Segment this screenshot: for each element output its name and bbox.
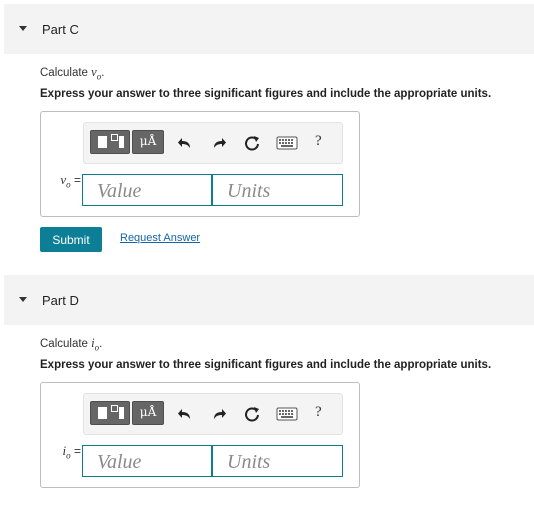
help-icon[interactable]: ? <box>315 404 322 420</box>
part-c-title: Part C <box>42 21 79 37</box>
units-button[interactable] <box>132 130 164 154</box>
caret-down-icon[interactable] <box>19 297 27 302</box>
calculate-label: Calculate <box>40 67 88 79</box>
redo-icon[interactable] <box>210 134 228 152</box>
part-c-value-input[interactable] <box>82 174 212 206</box>
part-d-units-input[interactable] <box>212 445 343 477</box>
units-button[interactable] <box>132 401 164 425</box>
variable-subscript: o <box>94 342 100 353</box>
calculate-label: Calculate <box>40 338 88 350</box>
part-c-variable-label: $v_o$ = <box>60 172 81 190</box>
units-icon: μÅ <box>139 134 157 148</box>
redo-icon[interactable] <box>210 405 228 423</box>
reset-icon[interactable] <box>243 405 261 423</box>
variable-symbol: i <box>91 336 95 350</box>
part-c-answer-box <box>40 111 360 217</box>
units-icon: μÅ <box>139 405 157 419</box>
variable-subscript: o <box>96 71 102 82</box>
request-answer-link[interactable]: Request Answer <box>120 232 201 244</box>
help-icon[interactable]: ? <box>315 133 322 149</box>
part-d-calculate-text: Calculate $i_o$. <box>40 336 103 353</box>
part-c-instructions: Express your answer to three significant figures and include the appropriate units. <box>40 88 492 100</box>
submit-button[interactable]: Submit <box>40 227 102 252</box>
reset-icon[interactable] <box>243 134 261 152</box>
templates-button[interactable] <box>90 401 130 425</box>
variable-symbol: v <box>91 65 97 79</box>
part-d-header[interactable] <box>4 275 534 325</box>
keyboard-icon[interactable] <box>276 136 298 150</box>
templates-button[interactable] <box>90 130 130 154</box>
part-d-instructions: Express your answer to three significant figures and include the appropriate units. <box>40 359 492 371</box>
keyboard-icon[interactable] <box>276 407 298 421</box>
part-d-value-input[interactable] <box>82 445 212 477</box>
part-c-header[interactable] <box>4 4 534 54</box>
part-d-title: Part D <box>42 292 79 308</box>
part-c-calculate-text: Calculate $v_o$. <box>40 65 105 82</box>
undo-icon[interactable] <box>176 405 194 423</box>
undo-icon[interactable] <box>176 134 194 152</box>
part-d-variable-label: $i_o$ = <box>62 443 81 461</box>
part-c-units-input[interactable] <box>212 174 343 206</box>
caret-down-icon[interactable] <box>19 26 27 31</box>
math-toolbar <box>83 393 343 435</box>
part-d-answer-box <box>40 382 360 488</box>
math-toolbar <box>83 122 343 164</box>
